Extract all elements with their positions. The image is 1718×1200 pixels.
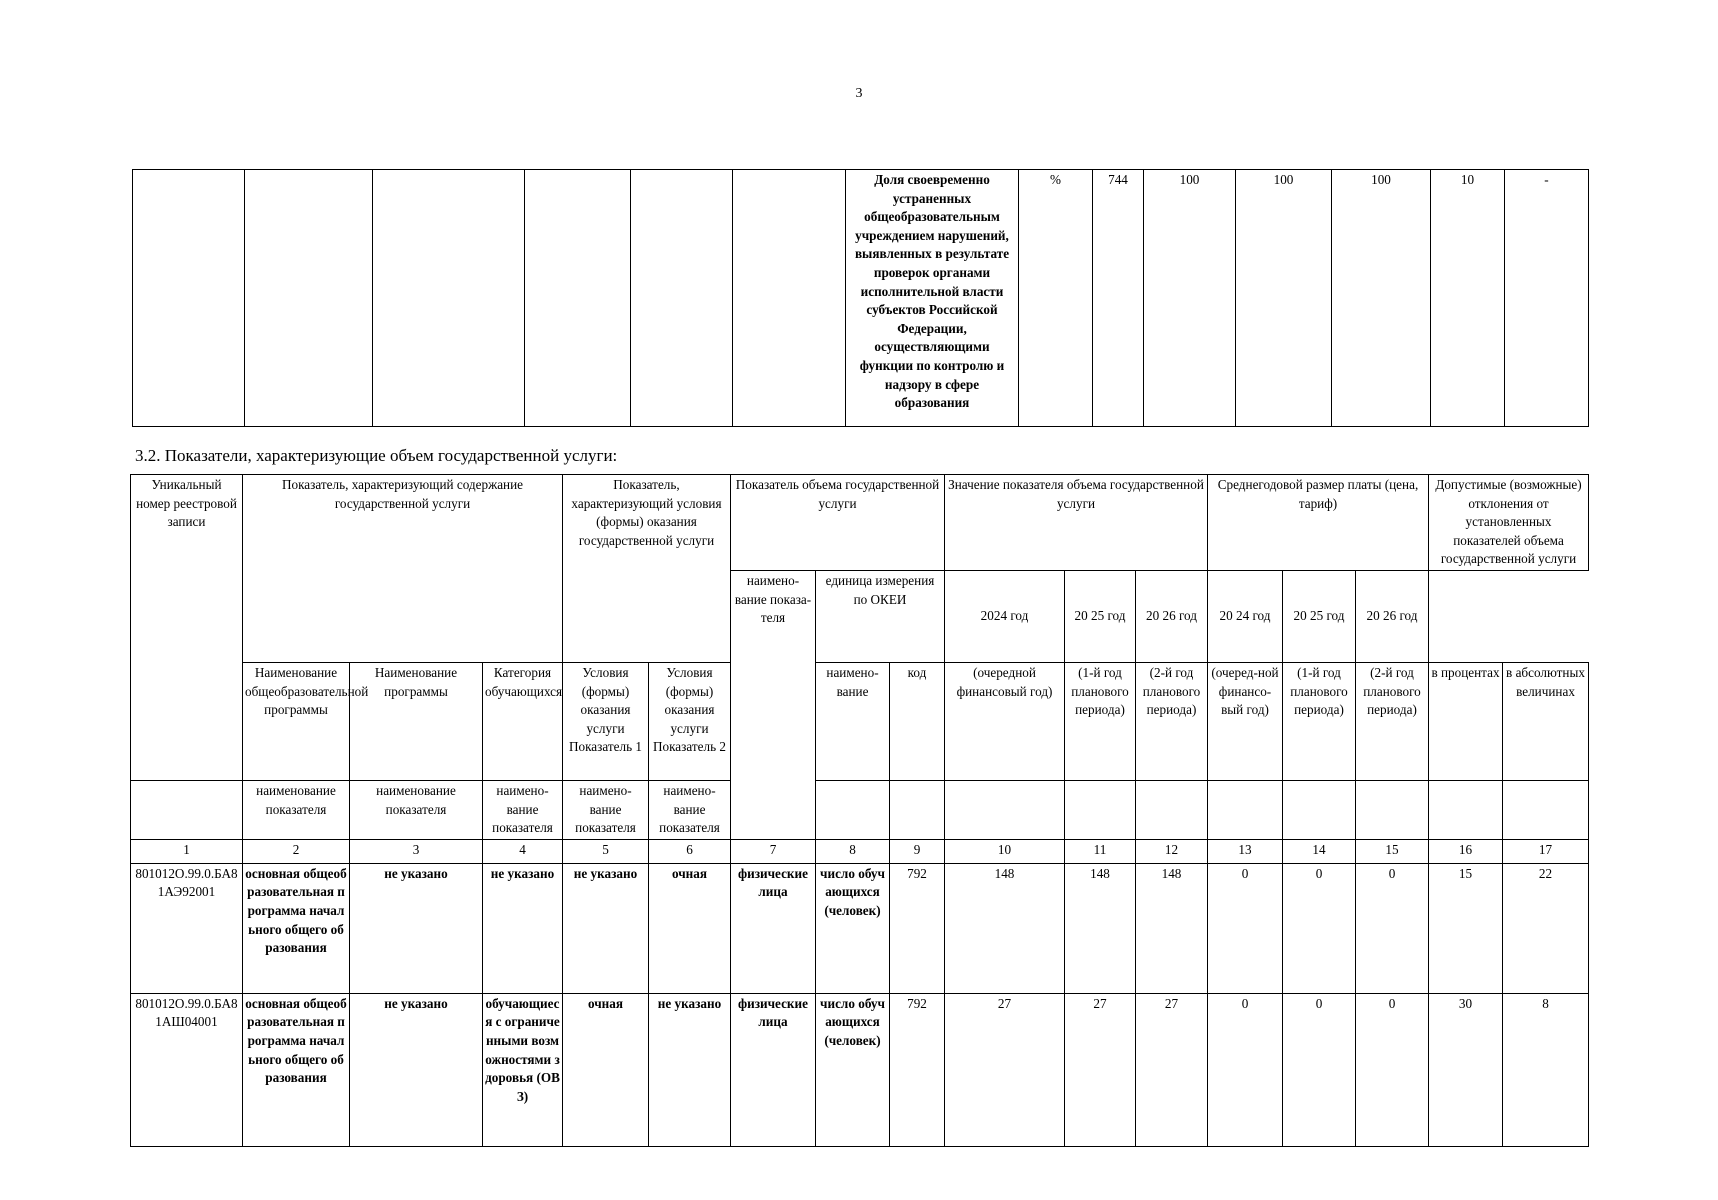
empty-cell [1136,780,1208,839]
empty-cell [131,780,243,839]
column-number: 8 [816,839,890,863]
header-indicator-name-d: наимено-вание показателя [563,780,649,839]
value-2025-cell: 27 [1065,993,1136,1146]
column-number: 13 [1208,839,1283,863]
column-number: 6 [649,839,731,863]
unit-name-cell: % [1019,170,1093,427]
header-year-2025: 20 25 год [1065,570,1136,662]
header-row [131,475,1589,571]
header-plan-2: (2-й год планового периода) [1136,662,1208,780]
value-2024-cell: 27 [945,993,1065,1146]
column-number: 10 [945,839,1065,863]
fee-2025-cell: 0 [1283,863,1356,993]
value-2026-cell: 148 [1136,863,1208,993]
okei-code-cell: 744 [1093,170,1144,427]
unit-code-cell: 792 [890,993,945,1146]
header-unit-code: код [890,662,945,780]
condition-2-cell: не указано [649,993,731,1146]
column-number: 9 [890,839,945,863]
column-number: 12 [1136,839,1208,863]
column-number-row [131,839,1589,863]
empty-cell [373,170,525,427]
column-number: 4 [483,839,563,863]
section-heading: 3.2. Показатели, характеризующие объем государственной услуги: [135,446,618,465]
header-content-indicator: Показатель, характеризующий содержание государственной услуги [243,475,563,663]
empty-cell [525,170,631,427]
header-year-2024: 2024 год [945,570,1065,662]
header-indicator-name-c: наимено-вание показателя [483,780,563,839]
value-2025-cell: 148 [1065,863,1136,993]
unit-name-cell: число обучающихся (человек) [816,993,890,1146]
header-indicator-name-e: наимено-вание показателя [649,780,731,839]
program-name-cell: основная общеобразовательная программа начального общего образования [243,863,350,993]
empty-cell [1429,780,1503,839]
program-cell: не указано [350,863,483,993]
header-okei-unit: единица измерения по ОКЕИ [816,570,945,662]
table-row [131,863,1589,993]
header-fee-plan-2: (2-й год планового периода) [1356,662,1429,780]
registry-number-cell: 801012О.99.0.БА81АЭ92001 [131,863,243,993]
fee-2024-cell: 0 [1208,993,1283,1146]
header-avg-fee: Среднегодовой размер платы (цена, тариф) [1208,475,1429,571]
header-fee-2025: 20 25 год [1283,570,1356,662]
header-volume-value: Значение показателя объема государственной услуги [945,475,1208,571]
header-in-absolute: в абсолютных величинах [1503,662,1589,780]
header-row [131,662,1589,780]
table-row [131,993,1589,1146]
empty-cell [133,170,245,427]
column-number: 14 [1283,839,1356,863]
column-number: 2 [243,839,350,863]
header-indicator-name: наимено-вание показа-теля [731,570,816,839]
table-row [133,170,1589,427]
value-2026-cell: 27 [1136,993,1208,1146]
deviation-percent-cell: 30 [1429,993,1503,1146]
deviation-absolute-cell: 22 [1503,863,1589,993]
column-number: 1 [131,839,243,863]
column-number: 7 [731,839,816,863]
indicator-name-cell: физические лица [731,993,816,1146]
header-program-name: Наименование общеобразовательной программы [243,662,350,780]
empty-cell [245,170,373,427]
header-deviations: Допустимые (возможные) отклонения от установленных показателей объема государственной услуги [1429,475,1589,571]
fee-2025-cell: 0 [1283,993,1356,1146]
header-fee-plan-1: (1-й год планового периода) [1283,662,1356,780]
condition-2-cell: очная [649,863,731,993]
header-fee-2026: 20 26 год [1356,570,1429,662]
unit-name-cell: число обучающихся (человек) [816,863,890,993]
header-indicator-name-a: наименование показателя [243,780,350,839]
header-in-percent: в процентах [1429,662,1503,780]
unit-code-cell: 792 [890,863,945,993]
fee-2024-cell: 0 [1208,863,1283,993]
column-number: 3 [350,839,483,863]
empty-cell [890,780,945,839]
empty-cell [1208,780,1283,839]
program-name-cell: основная общеобразовательная программа начального общего образования [243,993,350,1146]
page-number: 3 [855,86,863,101]
indicator-name-cell: физические лица [731,863,816,993]
empty-cell [631,170,733,427]
deviation-percent-cell: 15 [1429,863,1503,993]
column-number: 16 [1429,839,1503,863]
header-current-fin-year: (очередной финансовый год) [945,662,1065,780]
header-condition-1: Условия (формы) оказания услуги Показатель 1 [563,662,649,780]
header-fee-current: (очеред-ной финансо-вый год) [1208,662,1283,780]
column-number: 11 [1065,839,1136,863]
empty-cell [1356,780,1429,839]
category-cell: не указано [483,863,563,993]
quality-indicators-continuation-table [132,169,1589,427]
program-cell: не указано [350,993,483,1146]
value-2024-cell: 148 [945,863,1065,993]
deviation-absolute-cell: 8 [1503,993,1589,1146]
header-indicator-name-b: наименование показателя [350,780,483,839]
header-year-2026: 20 26 год [1136,570,1208,662]
deviation-percent-cell: 10 [1431,170,1505,427]
empty-cell [816,780,890,839]
value-plan2-cell: 100 [1332,170,1431,427]
header-row [131,780,1589,839]
header-unit-name: наимено-вание [816,662,890,780]
header-program: Наименование программы [350,662,483,780]
value-current-cell: 100 [1144,170,1236,427]
category-cell: обучающиеся с ограниченными возможностями здоровья (ОВЗ) [483,993,563,1146]
header-student-category: Категория обучающихся [483,662,563,780]
volume-indicators-table [130,474,1589,1147]
header-fee-2024: 20 24 год [1208,570,1283,662]
condition-1-cell: не указано [563,863,649,993]
indicator-name-cell: Доля своевременно устраненных общеобразовательным учреждением нарушений, выявленных в результате проверок органами исполнительной власти субъектов Российской Федерации, осуществляющими функции по контролю и надзору в сфере образования [846,170,1019,427]
column-number: 5 [563,839,649,863]
header-condition-2: Условия (формы) оказания услуги Показатель 2 [649,662,731,780]
condition-1-cell: очная [563,993,649,1146]
empty-cell [1283,780,1356,839]
registry-number-cell: 801012О.99.0.БА81АШ04001 [131,993,243,1146]
column-number: 17 [1503,839,1589,863]
column-number: 15 [1356,839,1429,863]
empty-cell [1065,780,1136,839]
fee-2026-cell: 0 [1356,863,1429,993]
empty-cell [945,780,1065,839]
fee-2026-cell: 0 [1356,993,1429,1146]
header-unique-number: Уникальный номер реестровой записи [131,475,243,781]
header-volume-indicator: Показатель объема государственной услуги [731,475,945,571]
value-plan1-cell: 100 [1236,170,1332,427]
header-condition-indicator: Показатель, характеризующий условия (формы) оказания государственной услуги [563,475,731,663]
deviation-absolute-cell: - [1505,170,1589,427]
header-plan-1: (1-й год планового периода) [1065,662,1136,780]
empty-cell [1503,780,1589,839]
empty-cell [733,170,846,427]
